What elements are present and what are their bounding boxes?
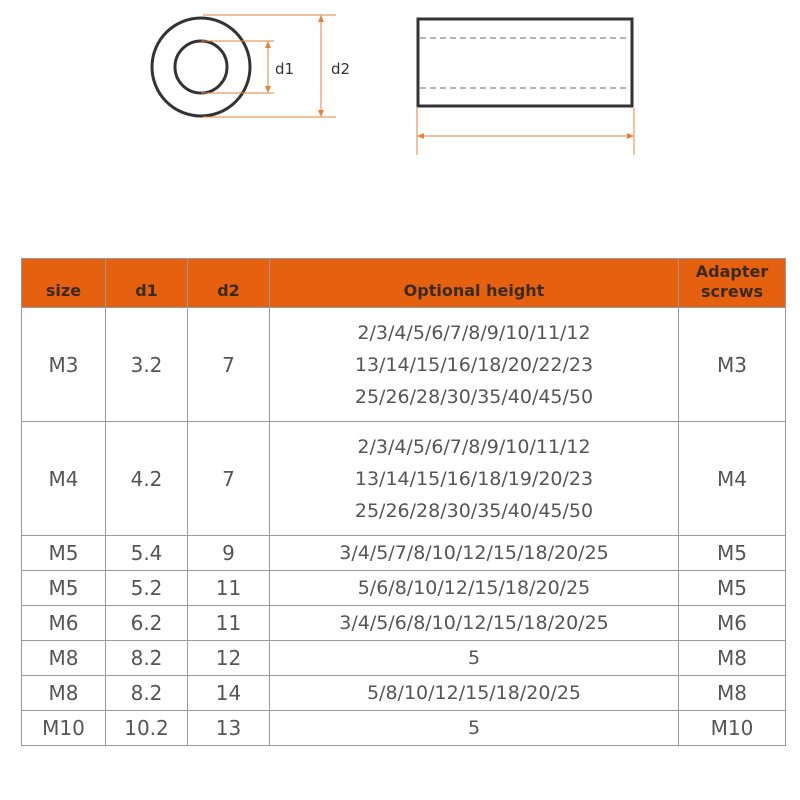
table-row [22,422,786,536]
cell-size: M8 [22,641,106,676]
cell-size: M8 [22,676,106,711]
header-adapter-screws [679,259,786,308]
d1-arrow-bottom [265,86,271,93]
cell-d1: 10.2 [106,711,188,746]
d2-arrow-bottom [318,110,324,117]
cell-screw: M5 [679,571,786,606]
header-d2: d2 [188,259,270,308]
cell-screw: M10 [679,711,786,746]
cell-heights: 5/8/10/12/15/18/20/25 [270,676,679,711]
cell-d2: 13 [188,711,270,746]
cell-heights [270,308,679,422]
header-adapter-line1: Adapter [695,262,769,281]
front-view [152,15,336,117]
cell-d1: 3.2 [106,308,188,422]
cell-size: M10 [22,711,106,746]
d1-arrow-top [265,41,271,48]
header-size: size [22,259,106,308]
d2-label: d2 [331,60,351,78]
heights-line: 13/14/15/16/18/20/22/23 [354,353,594,376]
cell-size: M5 [22,536,106,571]
cell-screw: M3 [679,308,786,422]
cell-d2: 11 [188,606,270,641]
heights-line: 25/26/28/30/35/40/45/50 [354,385,594,408]
heights-line: 2/3/4/5/6/7/8/9/10/11/12 [357,321,591,344]
table-header-row [22,259,786,308]
heights-line: 2/3/4/5/6/7/8/9/10/11/12 [357,435,591,458]
cell-d1: 8.2 [106,641,188,676]
cell-d2: 7 [188,308,270,422]
cell-screw: M8 [679,641,786,676]
cell-size: M5 [22,571,106,606]
cell-d1: 4.2 [106,422,188,536]
table-body [22,308,786,746]
cell-d2: 14 [188,676,270,711]
cell-d2: 7 [188,422,270,536]
cell-heights: 5/6/8/10/12/15/18/20/25 [270,571,679,606]
d2-arrow-top [318,15,324,22]
side-view [417,19,634,155]
cell-screw: M4 [679,422,786,536]
height-arrow-right [627,133,634,139]
inner-circle [175,41,227,93]
height-arrow-left [417,133,424,139]
cell-heights [270,422,679,536]
table-row [22,536,786,571]
cell-size: M4 [22,422,106,536]
cell-d2: 9 [188,536,270,571]
heights-line: 13/14/15/16/18/19/20/23 [354,467,594,490]
side-body [418,19,632,106]
heights-line: 25/26/28/30/35/40/45/50 [354,499,594,522]
cell-d2: 11 [188,571,270,606]
header-adapter-line2: screws [700,282,764,301]
cell-d1: 8.2 [106,676,188,711]
cell-heights: 5 [270,641,679,676]
cell-d1: 5.2 [106,571,188,606]
cell-screw: M8 [679,676,786,711]
cell-d1: 6.2 [106,606,188,641]
spec-table [21,258,786,746]
cell-d1: 5.4 [106,536,188,571]
cell-d2: 12 [188,641,270,676]
cell-screw: M5 [679,536,786,571]
table-row [22,606,786,641]
cell-screw: M6 [679,606,786,641]
cell-heights: 3/4/5/7/8/10/12/15/18/20/25 [270,536,679,571]
table-row [22,571,786,606]
cell-heights: 5 [270,711,679,746]
table-row [22,308,786,422]
outer-circle [152,18,250,116]
cell-size: M6 [22,606,106,641]
table-row [22,711,786,746]
header-d1: d1 [106,259,188,308]
spacer-drawings [0,0,800,240]
table-row [22,641,786,676]
cell-size: M3 [22,308,106,422]
d1-label: d1 [275,60,295,78]
header-optional-height: Optional height [270,259,679,308]
cell-heights: 3/4/5/6/8/10/12/15/18/20/25 [270,606,679,641]
table-row [22,676,786,711]
